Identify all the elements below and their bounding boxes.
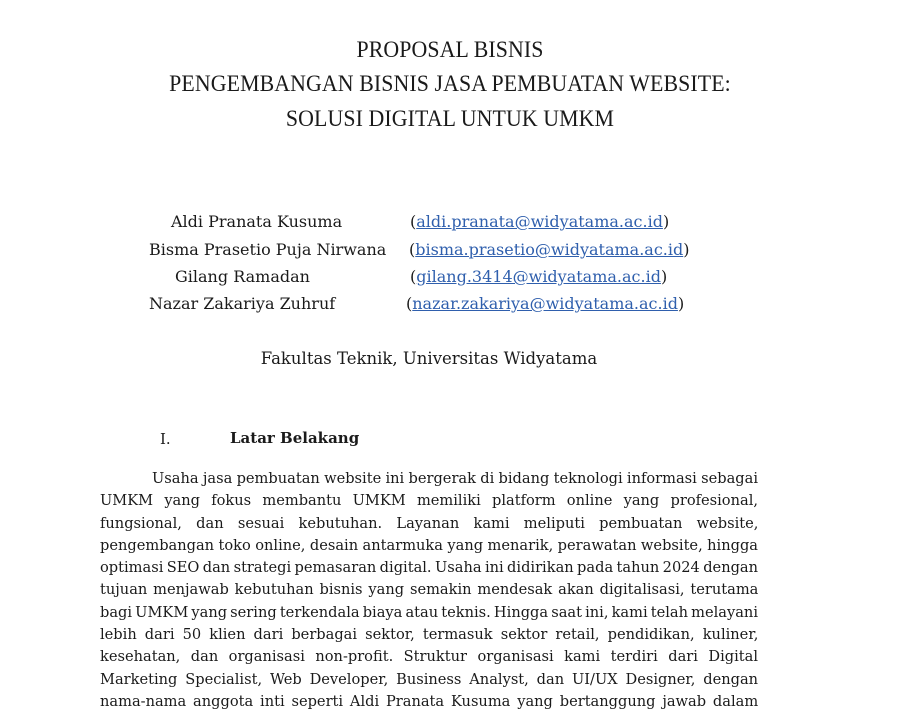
paragraph-line: pengembangan toko online, desain antarmuka yang menarik, perawatan website, hingga (100, 536, 758, 554)
author-email-link[interactable]: bisma.prasetio@widyatama.ac.id (415, 240, 684, 259)
paragraph-line: optimasi SEO dan strategi pemasaran digital. Usaha ini didirikan pada tahun 2024 dengan (100, 559, 759, 577)
author-email: (aldi.pranata@widyatama.ac.id) (410, 212, 670, 231)
section-heading: Latar Belakang (230, 429, 360, 447)
paragraph-line: Usaha jasa pembuatan website ini bergerak di bidang teknologi informasi sebagai (152, 470, 758, 487)
paragraph-line: UMKM yang fokus membantu UMKM memiliki platform online yang profesional, (100, 492, 758, 510)
author-email: (gilang.3414@widyatama.ac.id) (410, 267, 668, 286)
paragraph-line: tujuan menjawab kebutuhan bisnis yang semakin mendesak akan digitalisasi, terutama (100, 581, 759, 599)
author-name: Nazar Zakariya Zuhruf (149, 294, 336, 313)
author-email-link[interactable]: nazar.zakariya@widyatama.ac.id (412, 294, 678, 313)
author-email-link[interactable]: gilang.3414@widyatama.ac.id (416, 267, 661, 286)
paragraph-line: kesehatan, dan organisasi non-profit. Struktur organisasi kami terdiri dari Digital (100, 648, 758, 666)
document-title-line-2: PENGEMBANGAN BISNIS JASA PEMBUATAN WEBSITE: (169, 71, 731, 97)
body-paragraph (100, 468, 758, 713)
paragraph-line: Marketing Specialist, Web Developer, Business Analyst, dan UI/UX Designer, dengan (100, 670, 759, 688)
document-title-line-3: SOLUSI DIGITAL UNTUK UMKM (285, 106, 615, 132)
section-number: I. (160, 430, 171, 448)
affiliation: Fakultas Teknik, Universitas Widyatama (260, 349, 598, 368)
paragraph-line: bagi UMKM yang sering terkendala biaya atau teknis. Hingga saat ini, kami telah melayani (100, 603, 758, 621)
author-email: (nazar.zakariya@widyatama.ac.id) (406, 294, 685, 313)
author-name: Gilang Ramadan (175, 267, 310, 286)
author-name: Bisma Prasetio Puja Nirwana (149, 240, 387, 259)
paragraph-line: lebih dari 50 klien dari berbagai sektor, termasuk sektor retail, pendidikan, kuliner, (100, 626, 759, 644)
paragraph-line: fungsional, dan sesuai kebutuhan. Layanan kami meliputi pembuatan website, (100, 514, 759, 532)
paragraph-line: nama-nama anggota inti seperti Aldi Pranata Kusuma yang bertanggung jawab dalam (100, 692, 759, 710)
document-title-line-1: PROPOSAL BISNIS (356, 37, 544, 63)
author-email-link[interactable]: aldi.pranata@widyatama.ac.id (416, 212, 663, 231)
author-email: (bisma.prasetio@widyatama.ac.id) (409, 240, 690, 259)
author-name: Aldi Pranata Kusuma (171, 212, 343, 231)
